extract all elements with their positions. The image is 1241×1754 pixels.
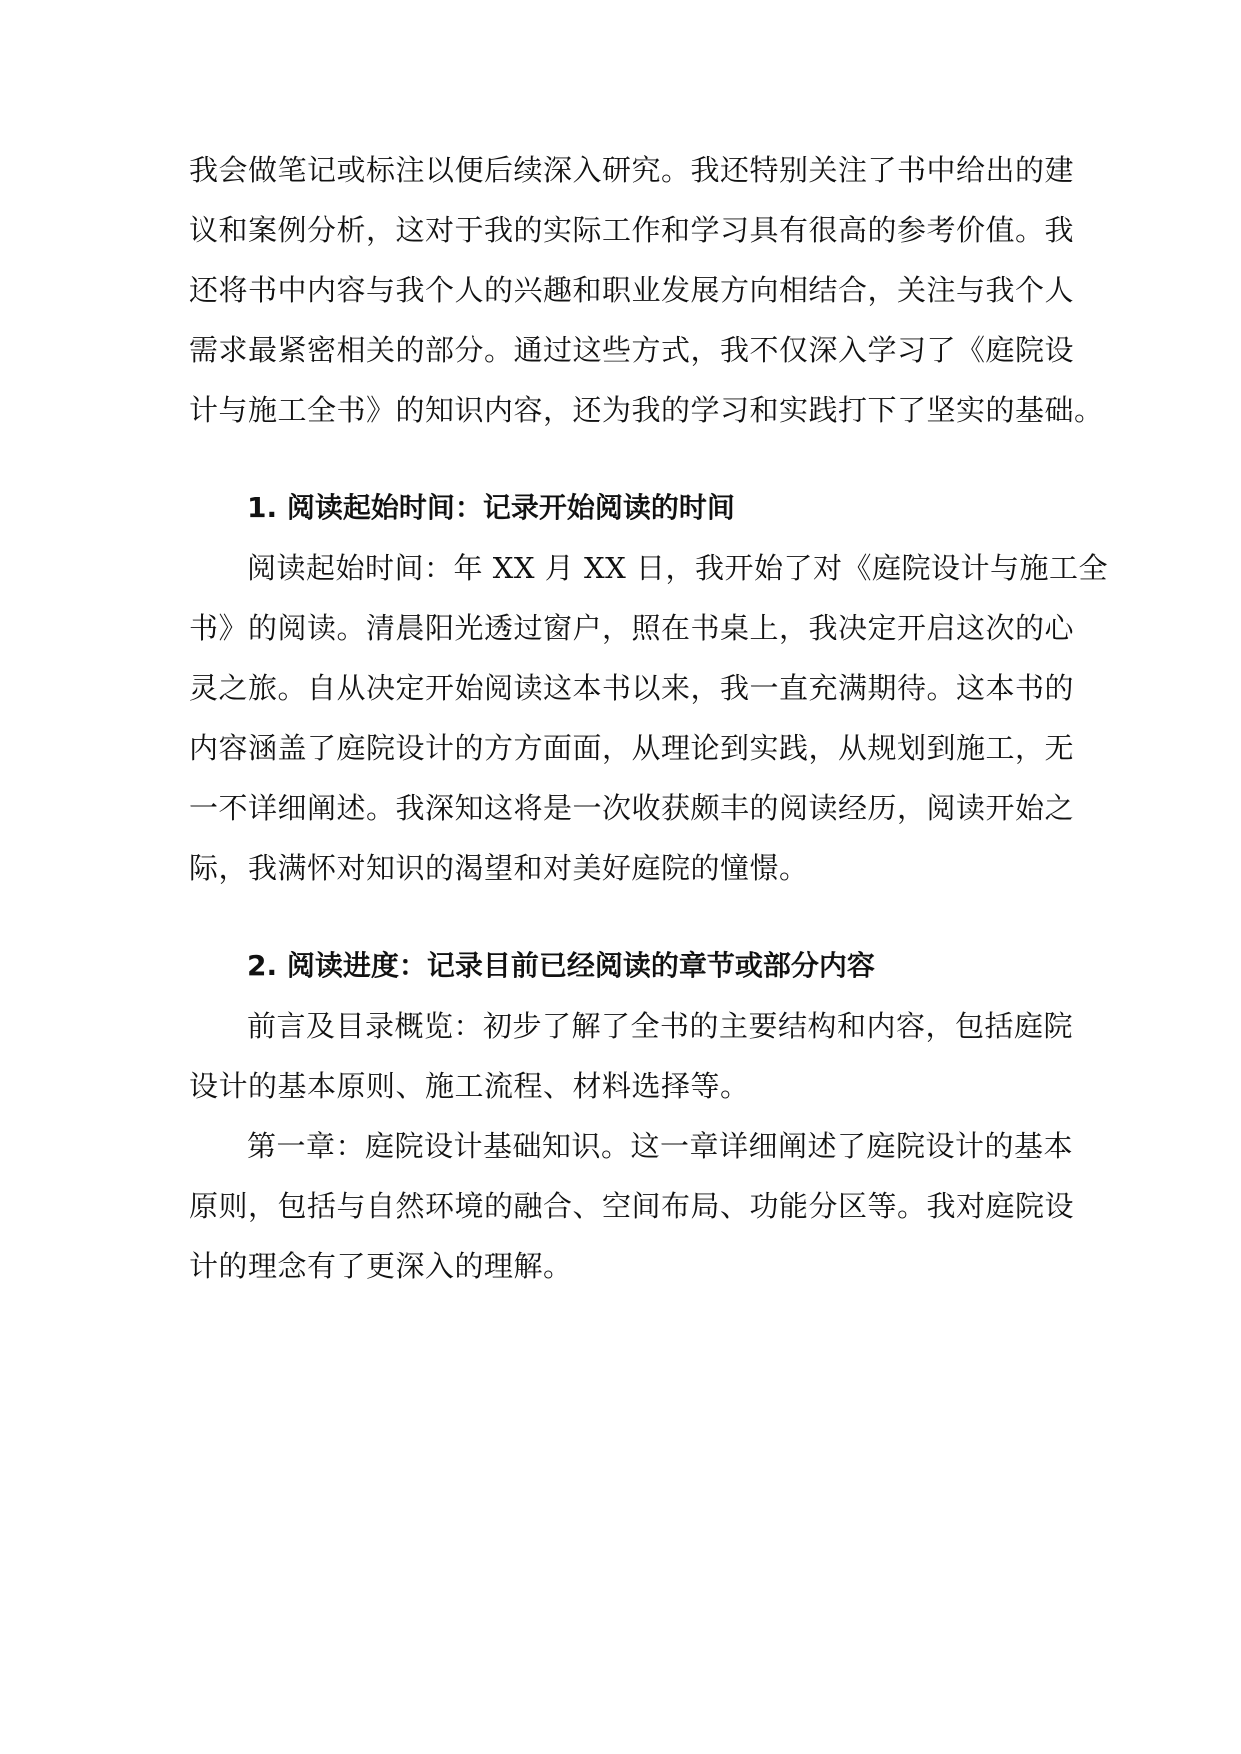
paragraph-intro (189, 140, 1104, 440)
text-line: 原则，包括与自然环境的融合、空间布局、功能分区等。我对庭院设 (189, 1189, 1075, 1223)
text-line: 第一章：庭院设计基础知识。这一章详细阐述了庭院设计的基本 (247, 1129, 1074, 1163)
text-line: 内容涵盖了庭院设计的方方面面，从理论到实践，从规划到施工，无 (189, 731, 1075, 765)
text-line: 阅读起始时间：年 XX 月 XX 日，我开始了对《庭院设计与施工全 (247, 551, 1108, 585)
text-line: 议和案例分析，这对于我的实际工作和学习具有很高的参考价值。我 (189, 213, 1075, 247)
spacer (189, 898, 1051, 936)
paragraph-preface (189, 996, 1074, 1116)
spacer (189, 440, 1051, 478)
text-line: 我会做笔记或标注以便后续深入研究。我还特别关注了书中给出的建 (189, 153, 1075, 187)
text-line: 一不详细阐述。我深知这将是一次收获颇丰的阅读经历，阅读开始之 (189, 791, 1075, 825)
text-line: 际，我满怀对知识的渴望和对美好庭院的憧憬。 (189, 851, 809, 885)
text-line: 前言及目录概览：初步了解了全书的主要结构和内容，包括庭院 (247, 1009, 1074, 1043)
paragraph-start-time (189, 538, 1108, 898)
text-line: 需求最紧密相关的部分。通过这些方式，我不仅深入学习了《庭院设 (189, 333, 1075, 367)
text-line: 书》的阅读。清晨阳光透过窗户，照在书桌上，我决定开启这次的心 (189, 611, 1075, 645)
text-line: 计与施工全书》的知识内容，还为我的学习和实践打下了坚实的基础。 (189, 393, 1104, 427)
paragraph-chapter-1 (189, 1116, 1075, 1296)
text-line: 设计的基本原则、施工流程、材料选择等。 (189, 1069, 750, 1103)
text-line: 计的理念有了更深入的理解。 (189, 1249, 573, 1283)
section-heading-1: 1. 阅读起始时间：记录开始阅读的时间 (247, 491, 735, 524)
section-heading-2: 2. 阅读进度：记录目前已经阅读的章节或部分内容 (247, 949, 875, 982)
text-line: 还将书中内容与我个人的兴趣和职业发展方向相结合，关注与我个人 (189, 273, 1075, 307)
document-page (189, 140, 1108, 1296)
text-line: 灵之旅。自从决定开始阅读这本书以来，我一直充满期待。这本书的 (189, 671, 1075, 705)
